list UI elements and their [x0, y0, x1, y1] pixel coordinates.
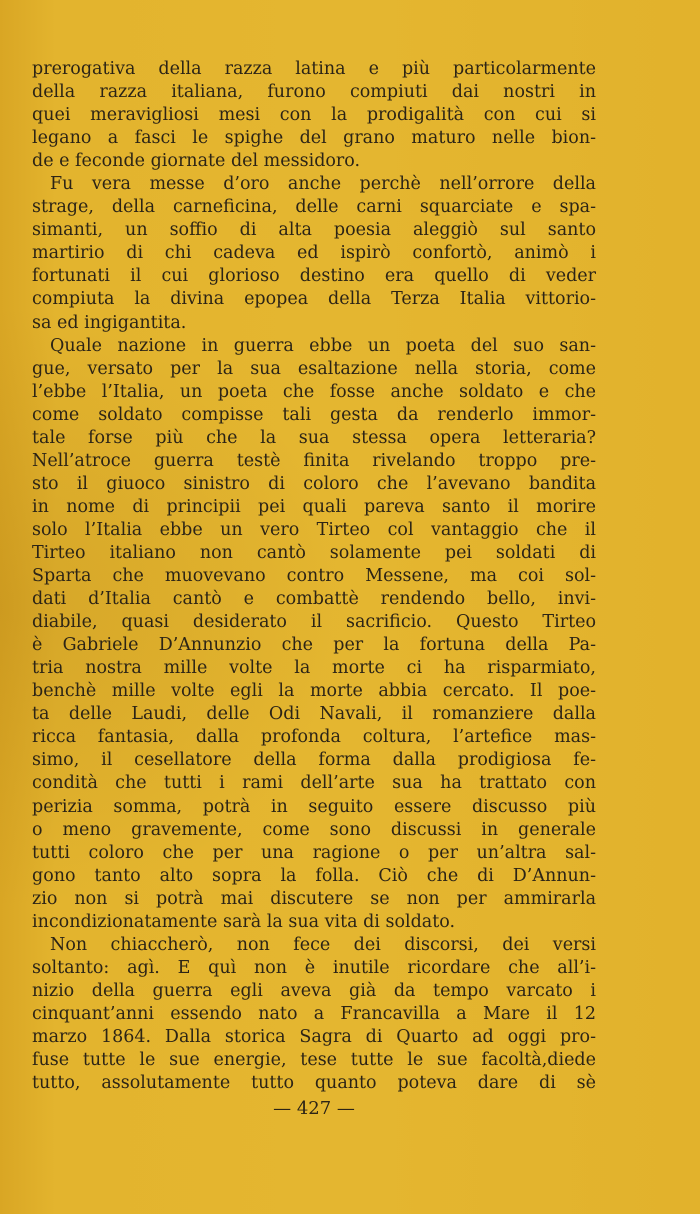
text-line: strage, della carneficina, delle carni squarciate e spa- — [32, 197, 596, 218]
text-line: cinquant’anni essendo nato a Francavilla a Mare il 12 — [32, 1003, 596, 1024]
text-line: compiuta la divina epopea della Terza Italia vittorio- — [32, 289, 596, 310]
text-line: è Gabriele D’Annunzio che per la fortuna della Pa- — [32, 635, 596, 656]
text-line: Nell’atroce guerra testè finita rivelando troppo pre- — [32, 450, 596, 471]
text-line: in nome di principii pei quali pareva santo il morire — [32, 496, 596, 517]
text-line: perizia somma, potrà in seguito essere discusso più — [32, 796, 596, 817]
text-line: condità che tutti i rami dell’arte sua ha trattato con — [32, 773, 596, 794]
text-line: Sparta che muovevano contro Messene, ma coi sol- — [32, 566, 596, 587]
text-line: soltanto: agì. E quì non è inutile ricordare che all’i- — [32, 957, 596, 978]
text-line: tutto, assolutamente tutto quanto poteva dare di sè — [32, 1073, 596, 1094]
text-line: simanti, un soffio di alta poesia aleggiò sul santo — [32, 220, 596, 241]
text-line: nizio della guerra egli aveva già da tempo varcato i — [32, 980, 596, 1001]
text-line: gue, versato per la sua esaltazione nella storia, come — [32, 358, 596, 379]
text-line: gono tanto alto sopra la folla. Ciò che di D’Annun- — [32, 865, 596, 886]
text-line: legano a fasci le spighe del grano maturo nelle bion- — [32, 128, 596, 149]
text-line: sa ed ingigantita. — [32, 312, 187, 333]
text-line: marzo 1864. Dalla storica Sagra di Quarto ad oggi pro- — [32, 1026, 596, 1047]
text-line: tria nostra mille volte la morte ci ha risparmiato, — [32, 658, 596, 679]
page-number: — 427 — — [273, 1098, 355, 1119]
text-line: prerogativa della razza latina e più particolarmente — [32, 59, 596, 79]
text-line: dati d’Italia cantò e combattè rendendo bello, invi- — [32, 589, 596, 610]
text-line: della razza italiana, furono compiuti dai nostri in — [32, 82, 596, 103]
text-line: solo l’Italia ebbe un vero Tirteo col vantaggio che il — [32, 519, 596, 540]
text-line: de e feconde giornate del messidoro. — [32, 151, 361, 172]
text-line: o meno gravemente, come sono discussi in generale — [32, 819, 596, 840]
text-line: simo, il cesellatore della forma dalla prodigiosa fe- — [32, 750, 596, 771]
text-line: fuse tutte le sue energie, tese tutte le sue facoltà,diede — [32, 1050, 596, 1071]
text-line: ricca fantasia, dalla profonda coltura, l’artefice mas- — [32, 727, 596, 748]
text-line: fortunati il cui glorioso destino era quello di veder — [32, 266, 596, 287]
text-line: Quale nazione in guerra ebbe un poeta del suo san- — [50, 335, 596, 356]
text-line: sto il giuoco sinistro di coloro che l’avevano bandita — [32, 473, 596, 494]
text-line: Non chiaccherò, non fece dei discorsi, dei versi — [50, 934, 596, 955]
text-line: Fu vera messe d’oro anche perchè nell’orrore della — [50, 174, 596, 195]
text-line: tale forse più che la sua stessa opera letteraria? — [32, 427, 596, 448]
body-text — [32, 58, 596, 1095]
text-line: tutti coloro che per una ragione o per un’altra sal- — [32, 842, 596, 863]
text-line: Tirteo italiano non cantò solamente pei soldati di — [32, 542, 596, 563]
text-line: incondizionatamente sarà la sua vita di soldato. — [32, 911, 456, 932]
text-line: diabile, quasi desiderato il sacrificio. Questo Tirteo — [32, 612, 596, 633]
text-line: come soldato compisse tali gesta da renderlo immor- — [32, 404, 596, 425]
text-line: benchè mille volte egli la morte abbia cercato. Il poe- — [32, 681, 596, 702]
text-line: l’ebbe l’Italia, un poeta che fosse anche soldato e che — [32, 381, 596, 402]
text-line: quei meravigliosi mesi con la prodigalità con cui si — [32, 105, 596, 126]
text-line: zio non si potrà mai discutere se non per ammirarla — [32, 888, 596, 909]
text-line: ta delle Laudi, delle Odi Navali, il romanziere dalla — [32, 704, 596, 725]
text-line: martirio di chi cadeva ed ispirò confortò, animò i — [32, 243, 596, 264]
